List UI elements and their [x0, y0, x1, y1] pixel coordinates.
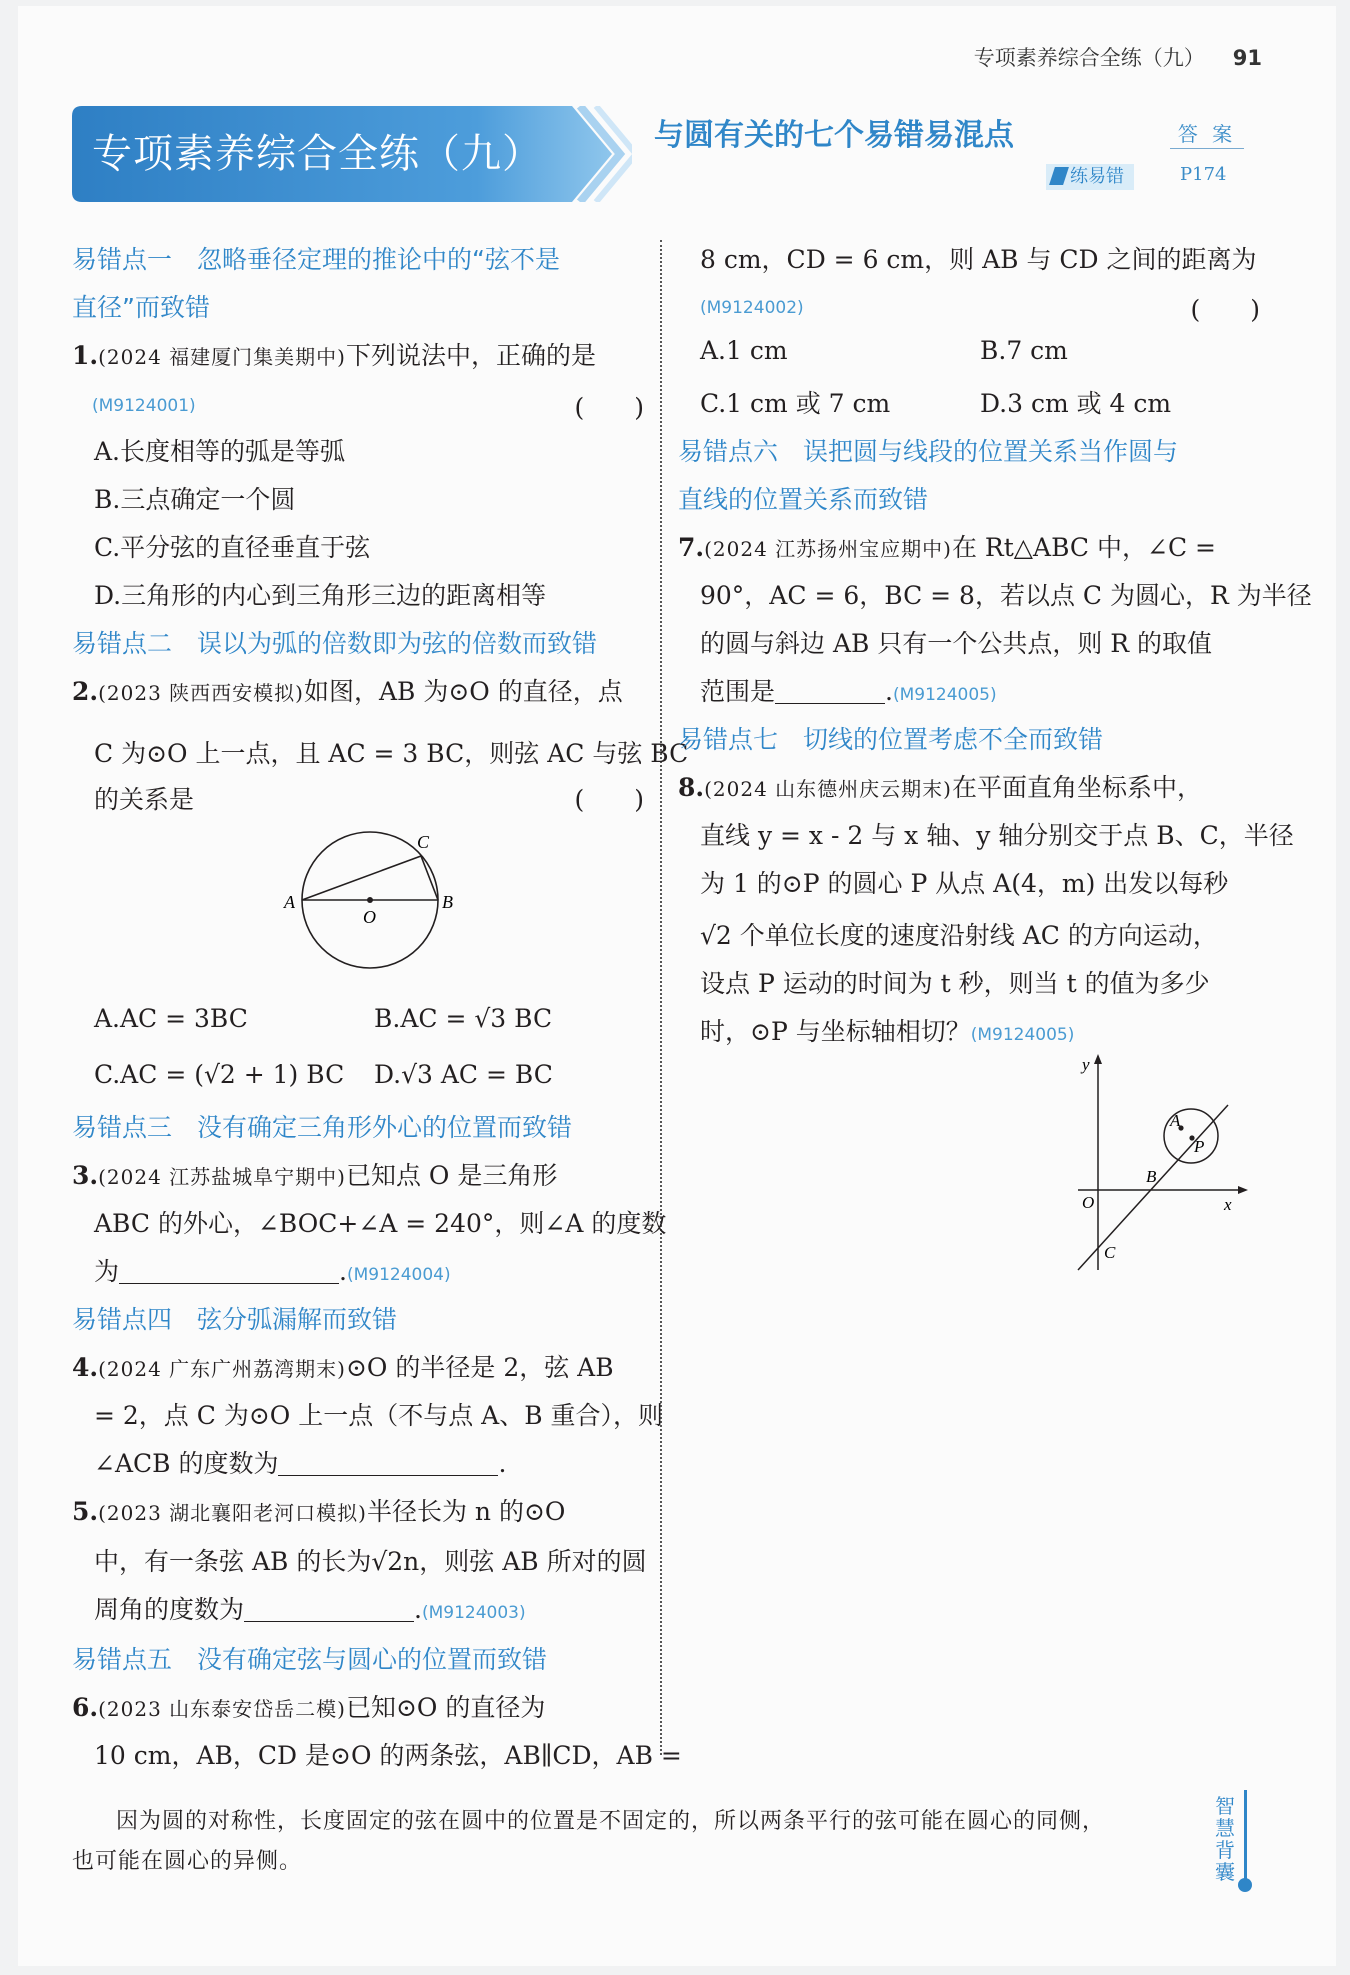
q8-line5: 设点 P 运动的时间为 t 秒，则当 t 的值为多少 [700, 969, 1210, 998]
q7-line4-row: 范围是 .(M9124005) [700, 677, 997, 706]
q2-line3: 的关系是 [94, 785, 195, 814]
q8-line2: 直线 y = x - 2 与 x 轴、y 轴分别交于点 B、C，半径 [700, 821, 1294, 850]
column-divider [660, 240, 662, 1755]
question-1 [72, 336, 644, 372]
q6-source: (2023 山东泰安岱岳二模) [98, 1697, 346, 1721]
q6-option-a: A.1 cm [700, 336, 788, 365]
right-column [678, 0, 1312, 1760]
q1-option-d: D.三角形的内心到三角形三边的距离相等 [94, 581, 547, 610]
q5-code: (M9124003) [421, 1603, 526, 1623]
q5-answer-blank[interactable] [244, 1599, 414, 1622]
section-heading-6: 易错点六 误把圆与线段的位置关系当作圆与 [678, 437, 1179, 466]
coordinate-figure [1048, 1050, 1248, 1280]
q4-line3: ∠ACB 的度数为 [94, 1449, 279, 1478]
q5-source: (2023 湖北襄阳老河口模拟) [98, 1501, 367, 1525]
q8-source: (2024 山东德州庆云期末) [704, 777, 952, 801]
q2-number: 2. [72, 677, 99, 706]
q6-code-row [700, 290, 1260, 324]
q5-line3-row: 周角的度数为 .(M9124003) [94, 1595, 526, 1624]
origin-label: O [1082, 1193, 1095, 1212]
q1-source: (2024 福建厦门集美期中) [98, 345, 346, 369]
circle-figure [272, 830, 552, 980]
q2-option-c: C.AC = (√2 + 1) BC [94, 1060, 345, 1089]
banner-title: 专项素养综合全练（九） [92, 131, 543, 177]
point-label-a: A [1170, 1111, 1181, 1130]
section-heading-7: 易错点七 切线的位置考虑不全而致错 [678, 725, 1104, 754]
point-label-p: P [1194, 1137, 1205, 1156]
topic-subtitle: 与圆有关的七个易错易混点 [654, 118, 1014, 153]
q7-line3: 的圆与斜边 AB 只有一个公共点，则 R 的取值 [700, 629, 1213, 658]
section-heading-3: 易错点三 没有确定三角形外心的位置而致错 [72, 1113, 573, 1142]
practice-tag-label: 练易错 [1070, 166, 1124, 187]
side-tag: 智慧背囊 [1215, 1794, 1235, 1884]
section-heading-4: 易错点四 弦分弧漏解而致错 [72, 1305, 398, 1334]
q8-line6: 时，⊙P 与坐标轴相切？ [700, 1017, 971, 1046]
question-7 [678, 528, 1216, 564]
q7-line1: 在 Rt△ABC 中，∠C = [951, 533, 1216, 562]
q7-line2: 90°，AC = 6，BC = 8，若以点 C 为圆心，R 为半径 [700, 581, 1312, 610]
q8-line1: 在平面直角坐标系中， [951, 773, 1202, 802]
fig-label-c: C [417, 832, 430, 852]
question-6 [72, 1688, 545, 1724]
point-label-c: C [1104, 1243, 1116, 1262]
q1-number: 1. [72, 341, 99, 370]
q1-option-a: A.长度相等的弧是等弧 [94, 437, 346, 466]
question-4 [72, 1348, 614, 1384]
running-title: 专项素养综合全练（九） [973, 46, 1205, 70]
q8-line3: 为 1 的⊙P 的圆心 P 从点 A(4，m) 出发以每秒 [700, 869, 1229, 898]
fig-label-a: A [284, 892, 295, 912]
tip-line-2: 也可能在圆心的异侧。 [72, 1849, 303, 1874]
q6-option-b: B.7 cm [980, 336, 1068, 365]
q1-code: (M9124001) [92, 396, 196, 416]
q2-line3-row [94, 780, 644, 816]
q3-line1: 已知点 O 是三角形 [345, 1161, 558, 1190]
q5-number: 5. [72, 1497, 99, 1526]
q6-option-c: C.1 cm 或 7 cm [700, 389, 891, 418]
section-heading-5: 易错点五 没有确定弦与圆心的位置而致错 [72, 1645, 548, 1674]
q3-line2: ABC 的外心，∠BOC+∠A = 240°，则∠A 的度数 [94, 1209, 667, 1238]
q4-line1: ⊙O 的半径是 2，弦 AB [345, 1353, 614, 1382]
axis-label-x: x [1224, 1195, 1232, 1214]
section-heading-1: 易错点一 忽略垂径定理的推论中的“弦不是 [72, 245, 560, 274]
axis-label-y: y [1082, 1055, 1090, 1074]
tip-note [72, 1802, 1182, 1882]
point-label-b: B [1146, 1167, 1157, 1186]
question-8 [678, 768, 1202, 804]
side-bar [1244, 1790, 1247, 1886]
question-2 [72, 672, 623, 708]
q5-line3: 周角的度数为 [94, 1595, 245, 1624]
q2-answer-paren: ( ) [574, 785, 644, 814]
q7-answer-blank[interactable] [775, 681, 885, 704]
side-dot [1238, 1878, 1252, 1892]
q4-line3-row: ∠ACB 的度数为 . [94, 1449, 507, 1478]
q1-stem: 下列说法中，正确的是 [345, 341, 596, 370]
q2-option-b: B.AC = √3 BC [374, 1004, 553, 1033]
question-5 [72, 1492, 565, 1528]
answer-page: P174 [1180, 164, 1227, 185]
q8-line6-row [700, 1012, 1074, 1048]
q6-line3: 8 cm，CD = 6 cm，则 AB 与 CD 之间的距离为 [700, 245, 1257, 274]
q4-source: (2024 广东广州荔湾期末) [98, 1357, 346, 1381]
fig-label-b: B [442, 892, 453, 912]
q3-source: (2024 江苏盐城阜宁期中) [98, 1165, 346, 1189]
question-3 [72, 1156, 557, 1192]
q8-number: 8. [678, 773, 705, 802]
q3-line3-row: 为 .(M9124004) [94, 1257, 451, 1286]
q8-code: (M9124005) [970, 1025, 1075, 1045]
left-column [72, 0, 689, 1770]
q7-number: 7. [678, 533, 705, 562]
q1-code-row [92, 388, 644, 422]
q6-line1: 已知⊙O 的直径为 [345, 1693, 546, 1722]
q2-source: (2023 陕西西安模拟) [98, 681, 304, 705]
q7-line4: 范围是 [700, 677, 776, 706]
q7-source: (2024 江苏扬州宝应期中) [704, 537, 952, 561]
section-heading-2: 易错点二 误以为弧的倍数即为弦的倍数而致错 [72, 629, 598, 658]
section-heading-6b: 直线的位置关系而致错 [678, 485, 929, 514]
q2-line1: 如图，AB 为⊙O 的直径，点 [303, 677, 623, 706]
q1-option-c: C.平分弦的直径垂直于弦 [94, 533, 371, 562]
q3-answer-blank[interactable] [119, 1261, 339, 1284]
q8-line4: √2 个单位长度的速度沿射线 AC 的方向运动， [700, 921, 1218, 950]
tip-line-1: 因为圆的对称性，长度固定的弦在圆中的位置是不固定的，所以两条平行的弦可能在圆心的同侧， [116, 1809, 1106, 1834]
q1-option-b: B.三点确定一个圆 [94, 485, 296, 514]
q7-code: (M9124005) [892, 685, 997, 705]
q4-answer-blank[interactable] [278, 1453, 498, 1476]
q6-answer-paren: ( ) [1190, 295, 1260, 324]
q2-option-d: D.√3 AC = BC [374, 1060, 553, 1089]
q6-code: (M9124002) [700, 298, 804, 318]
q6-number: 6. [72, 1693, 99, 1722]
q4-line2: = 2，点 C 为⊙O 上一点（不与点 A、B 重合），则 [94, 1401, 664, 1430]
q5-line1: 半径长为 n 的⊙O [366, 1497, 566, 1526]
q1-answer-paren: ( ) [574, 393, 644, 422]
q4-number: 4. [72, 1353, 99, 1382]
section-heading-1b: 直径”而致错 [72, 293, 210, 322]
page-number: 91 [1232, 46, 1262, 70]
q3-number: 3. [72, 1161, 99, 1190]
q6-option-d: D.3 cm 或 4 cm [980, 389, 1172, 418]
q2-option-a: A.AC = 3BC [94, 1004, 248, 1033]
answer-label: 答 案 [1177, 122, 1237, 146]
q3-line3: 为 [94, 1257, 120, 1286]
q6-line2: 10 cm，AB，CD 是⊙O 的两条弦，AB∥CD，AB = [94, 1741, 682, 1770]
fig-label-o: O [363, 907, 376, 927]
q3-code: (M9124004) [346, 1265, 451, 1285]
q2-line2: C 为⊙O 上一点，且 AC = 3 BC，则弦 AC 与弦 BC [94, 739, 689, 768]
q5-line2: 中，有一条弦 AB 的长为√2n，则弦 AB 所对的圆 [94, 1547, 647, 1576]
